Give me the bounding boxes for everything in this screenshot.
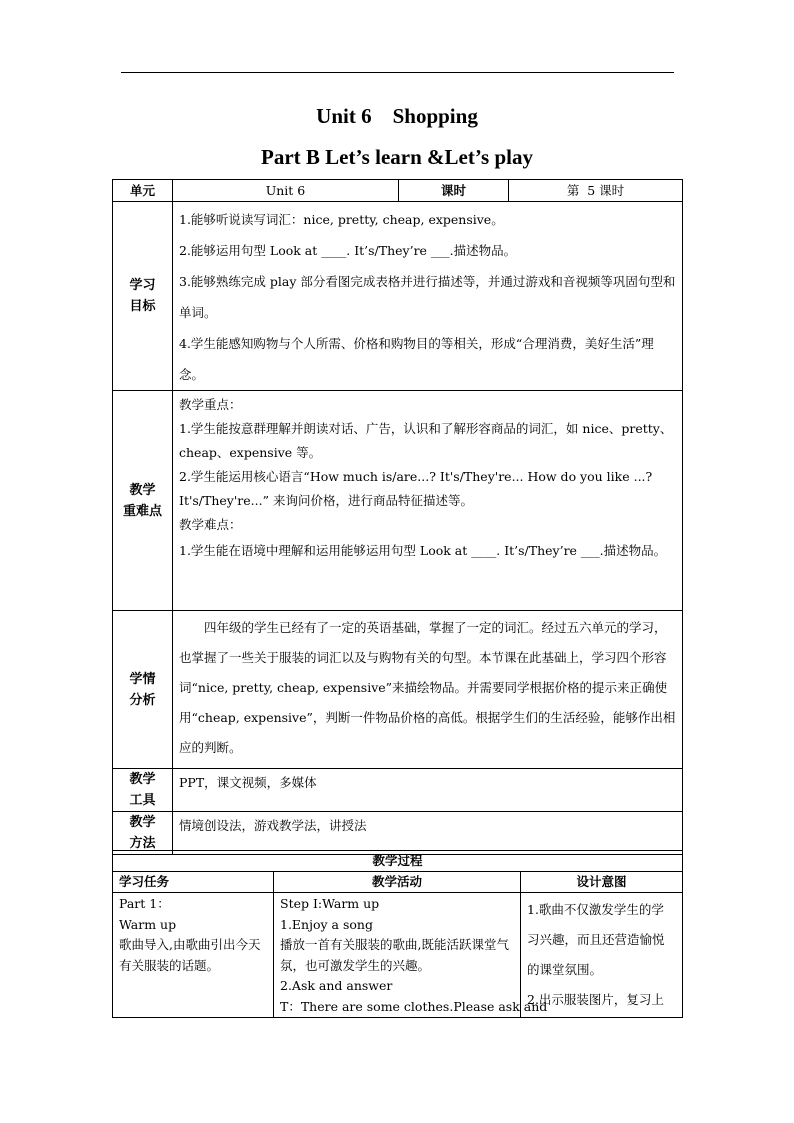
- key-point-item: 1.学生能按意群理解并朗读对话、广告，认识和了解形容商品的词汇，如 nice、pretty、cheap、expensive 等。: [179, 421, 673, 460]
- objective-item: 3.能够熟练完成 play 部分看图完成表格并进行描述等，并通过游戏和音视频等巩固句型和单词。: [179, 274, 676, 320]
- analysis-label: 学情 分析: [113, 611, 173, 769]
- unit-label: 单元: [113, 180, 173, 202]
- key-points-label: 教学 重难点: [113, 391, 173, 611]
- key-points-content: [173, 391, 683, 611]
- col-intent-header: 设计意图: [521, 872, 683, 893]
- objective-item: 4.学生能感知购物与个人所需、价格和购物目的等相关，形成“合理消费，美好生活”理念。: [179, 336, 654, 382]
- intent-cell: [521, 893, 683, 1018]
- tools-content: PPT，课文视频，多媒体: [173, 769, 683, 812]
- lesson-value: 第 5 课时: [509, 180, 683, 202]
- lesson-plan-table: [112, 179, 683, 855]
- unit-value: Unit 6: [173, 180, 399, 202]
- activity-line: 2.Ask and answer: [280, 978, 393, 993]
- analysis-row: [113, 611, 683, 769]
- tools-label: 教学 工具: [113, 769, 173, 812]
- process-title-row: [113, 851, 683, 872]
- header-rule: [121, 72, 674, 73]
- process-header-row: [113, 872, 683, 893]
- activity-cell: [274, 893, 548, 1018]
- key-point-heading: 教学难点：: [179, 517, 242, 532]
- methods-row: [113, 812, 683, 855]
- methods-content: 情境创设法，游戏教学法，讲授法: [173, 812, 683, 855]
- intent-line: 1.歌曲不仅激发学生的学习兴趣，而且还营造愉悦的课堂氛围。: [527, 902, 665, 977]
- analysis-content: [173, 611, 683, 769]
- process-title: 教学过程: [113, 851, 683, 872]
- process-table: [112, 850, 683, 1018]
- objectives-label: 学习 目标: [113, 202, 173, 391]
- col-activity-header: 教学活动: [274, 872, 521, 893]
- objective-item: 1.能够听说读写词汇：nice, pretty, cheap, expensive。: [179, 212, 504, 227]
- lesson-label: 课时: [399, 180, 509, 202]
- analysis-text: 四年级的学生已经有了一定的英语基础，掌握了一定的词汇。经过五六单元的学习，也掌握了一些关于服装的词汇以及与购物有关的句型。本节课在此基础上，学习四个形容词“nice, pretty, cheap, expensive”来描绘物品。并需要同学根据价格的提示来正确使用“cheap, expensive”，判断一件物品价格的高低。根据学生们的生活经验，能够作出相应的判断。: [179, 620, 676, 755]
- activity-line: 播放一首有关服装的歌曲,既能活跃课堂气氛，也可激发学生的兴趣。: [280, 937, 509, 973]
- task-line: 歌曲导入,由歌曲引出今天有关服装的话题。: [119, 937, 261, 973]
- key-points-row: [113, 391, 683, 611]
- activity-line: T：There are some clothes.Please ask and: [280, 998, 548, 1014]
- objectives-content: [173, 202, 683, 391]
- page-title: Unit 6 Shopping: [316, 104, 478, 128]
- methods-label: 教学 方法: [113, 812, 173, 855]
- activity-line: Step I:Warm up: [280, 896, 380, 911]
- task-cell: [113, 893, 274, 1018]
- col-task-header: 学习任务: [113, 872, 274, 893]
- intent-line: 2.出示服装图片，复习上: [527, 992, 664, 1007]
- task-line: Part 1：: [119, 896, 170, 911]
- task-line: Warm up: [119, 916, 177, 932]
- objective-item: 2.能够运用句型 Look at ____. It’s/They’re ___.描述物品。: [179, 243, 517, 258]
- key-point-heading: 教学重点：: [179, 397, 242, 412]
- objectives-row: [113, 202, 683, 391]
- key-point-item: 1.学生能在语境中理解和运用能够运用句型 Look at ____. It’s/They’re ___.描述物品。: [179, 543, 667, 558]
- header-row: [113, 180, 683, 202]
- tools-row: [113, 769, 683, 812]
- activity-line: 1.Enjoy a song: [280, 916, 373, 932]
- process-row: [113, 893, 683, 1018]
- key-point-item: 2.学生能运用核心语言“How much is/are...? It's/They're... How do you like ...? It's/They're...” 来询问价格，进行商品特征描述等。: [179, 469, 653, 508]
- page-subtitle: Part B Let’s learn &Let’s play: [261, 145, 533, 169]
